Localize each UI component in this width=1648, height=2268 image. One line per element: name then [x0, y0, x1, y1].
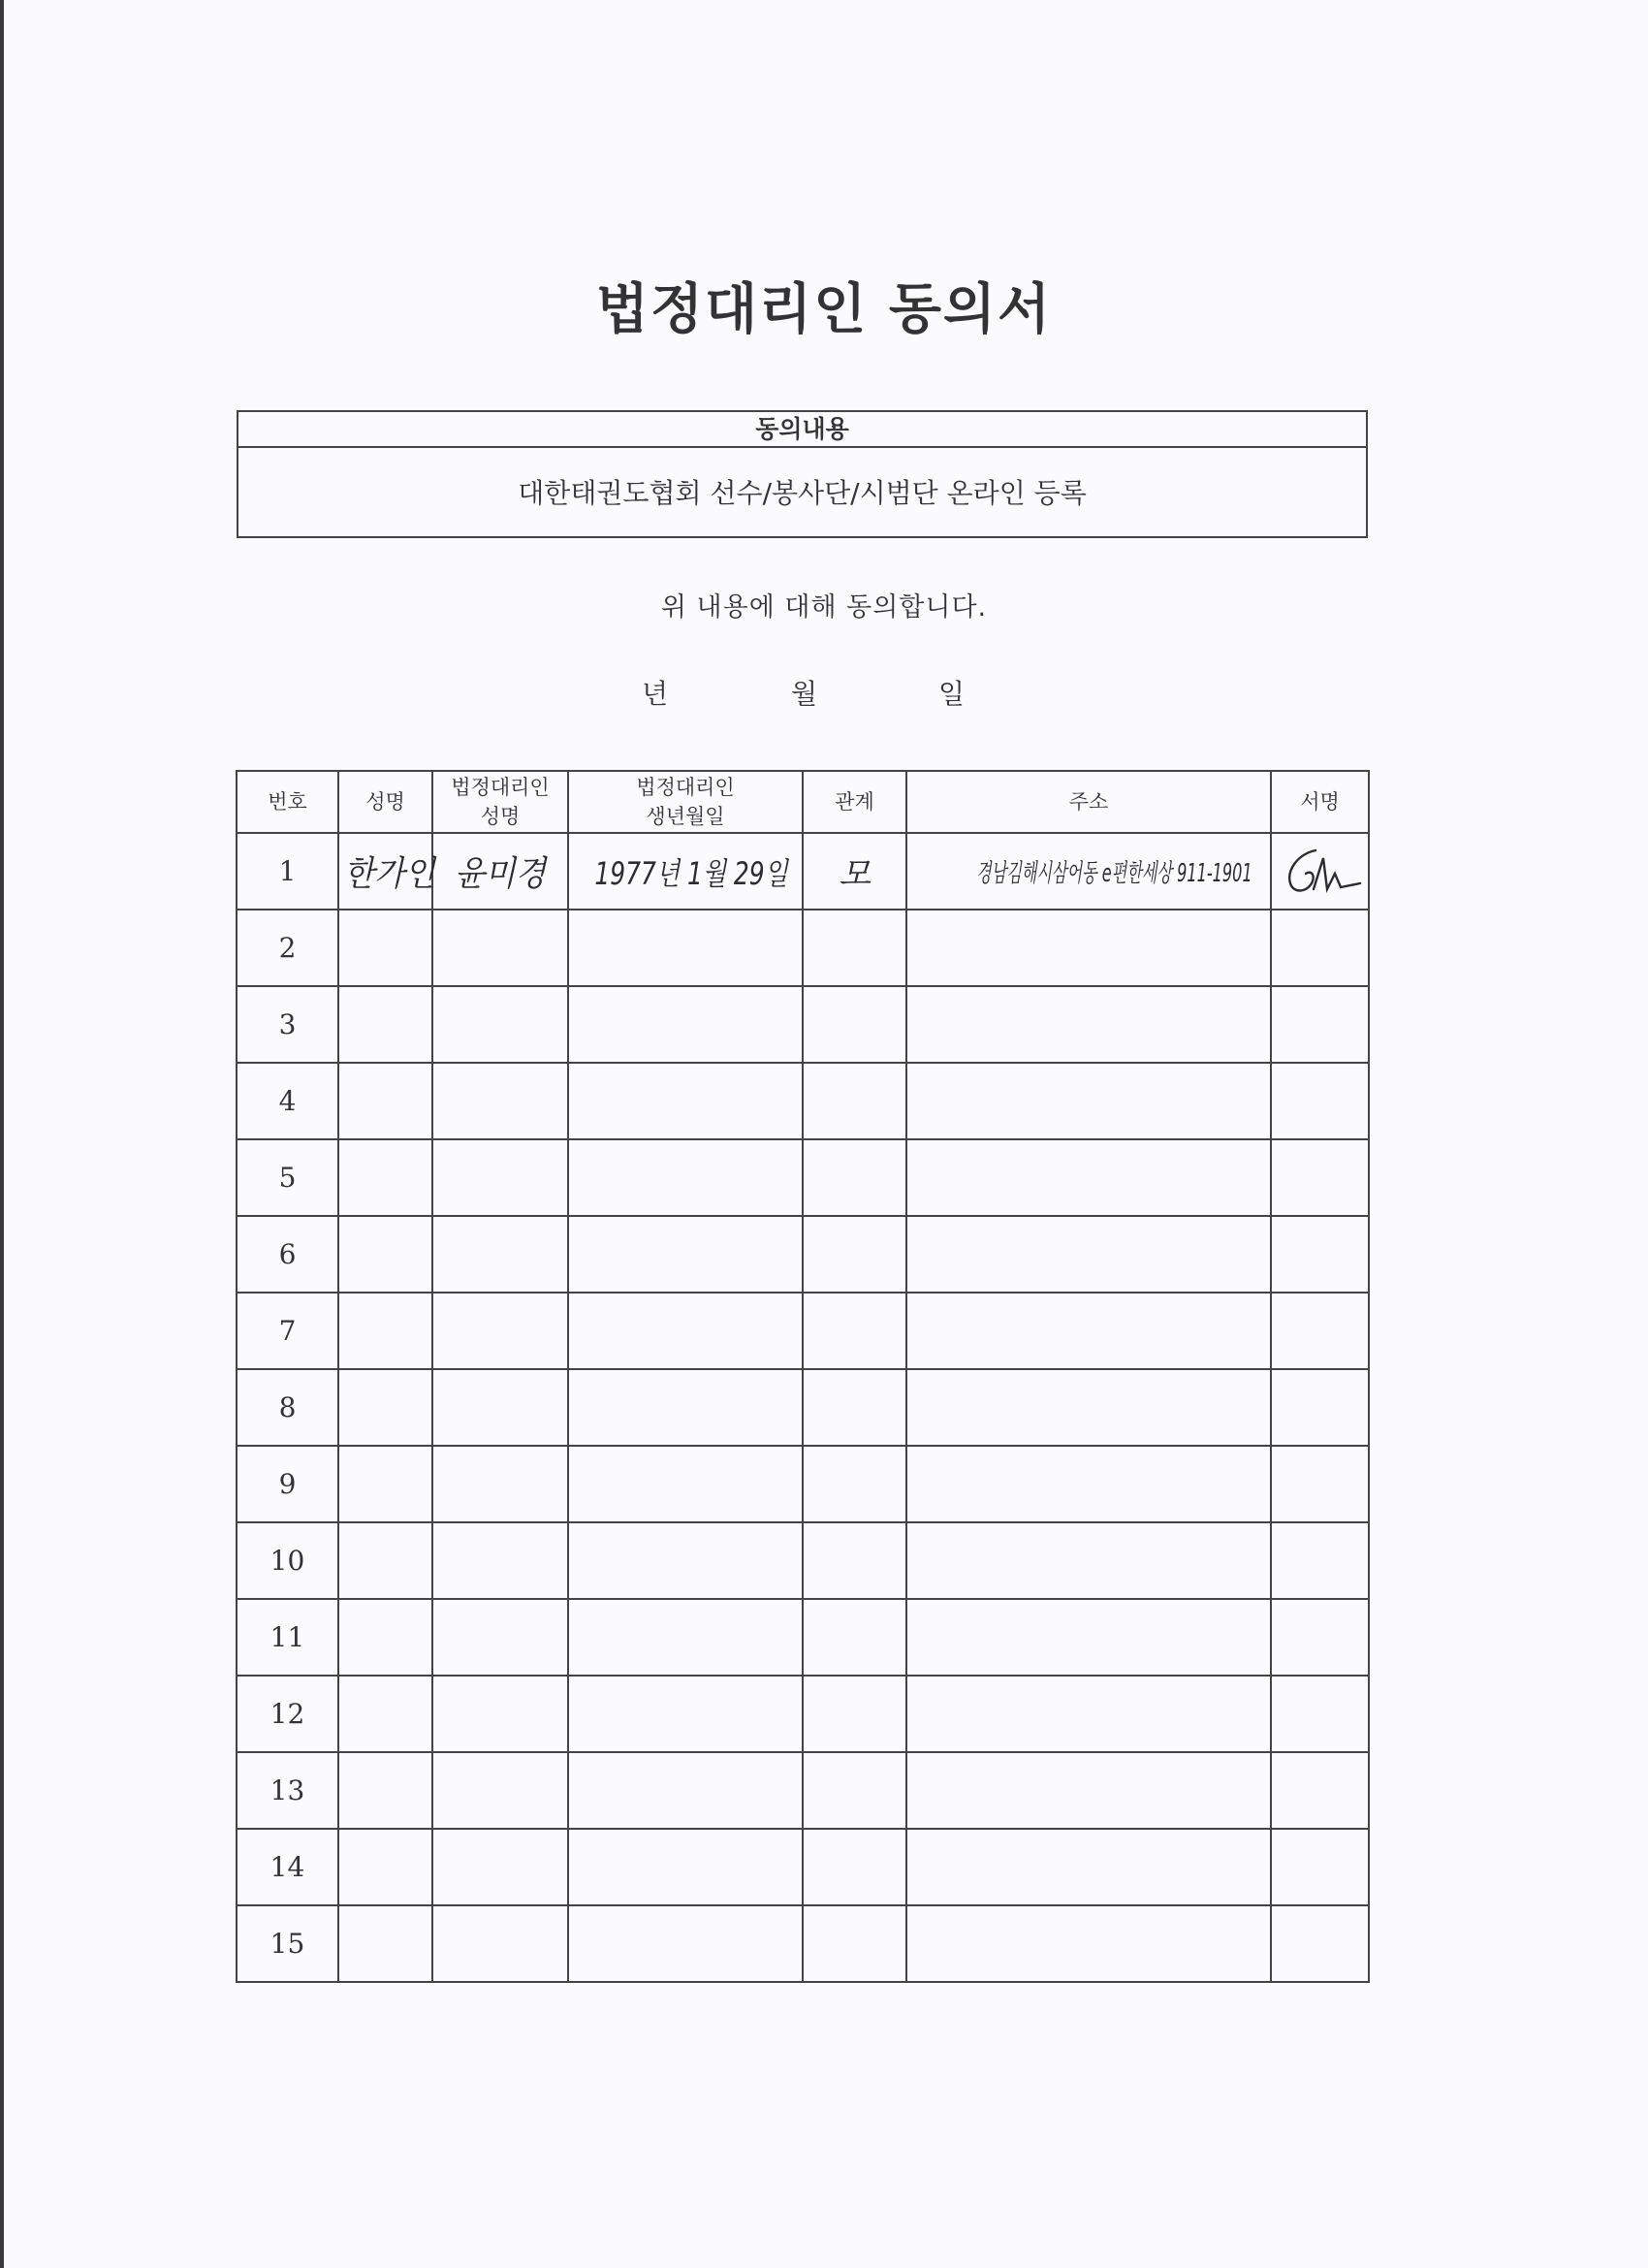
- header-address: 주소: [906, 771, 1271, 833]
- header-guardian-birth: [568, 771, 803, 833]
- cell-address[interactable]: [906, 986, 1271, 1063]
- cell-no: 15: [237, 1905, 338, 1982]
- cell-no: 14: [237, 1829, 338, 1905]
- cell-birth[interactable]: [568, 1369, 803, 1446]
- cell-birth[interactable]: [568, 1599, 803, 1676]
- cell-signature[interactable]: [1271, 833, 1369, 910]
- cell-guardian-name[interactable]: [432, 1369, 568, 1446]
- cell-name[interactable]: [338, 1446, 432, 1522]
- table-row: [237, 1905, 1369, 1982]
- header-guardian-name-line2: 성명: [480, 805, 521, 828]
- handwritten-relation: 모: [839, 855, 871, 894]
- cell-birth[interactable]: [568, 1829, 803, 1905]
- cell-name[interactable]: [338, 1293, 432, 1369]
- cell-name[interactable]: [338, 1063, 432, 1139]
- cell-name[interactable]: [338, 833, 435, 910]
- cell-guardian-name[interactable]: [432, 1905, 568, 1982]
- cell-relation[interactable]: [803, 1369, 906, 1446]
- cell-guardian-name[interactable]: [432, 1522, 568, 1599]
- handwritten-name: 한가인: [343, 854, 435, 894]
- cell-address[interactable]: [906, 833, 1271, 910]
- cell-name[interactable]: [338, 1599, 432, 1676]
- cell-relation[interactable]: [803, 1752, 906, 1829]
- cell-relation[interactable]: [803, 910, 906, 986]
- cell-address[interactable]: [906, 1293, 1271, 1369]
- table-row: [237, 1676, 1369, 1752]
- cell-no: 1: [237, 833, 338, 910]
- cell-no: 2: [237, 910, 338, 986]
- cell-guardian-name[interactable]: [432, 1063, 568, 1139]
- cell-relation[interactable]: [803, 1063, 906, 1139]
- header-no: 번호: [237, 771, 338, 833]
- cell-no: 13: [237, 1752, 338, 1829]
- cell-relation[interactable]: [803, 1599, 906, 1676]
- cell-no: 5: [237, 1139, 338, 1216]
- cell-birth[interactable]: [568, 910, 803, 986]
- cell-birth[interactable]: [568, 1063, 803, 1139]
- cell-guardian-name[interactable]: [432, 1676, 568, 1752]
- table-row: [237, 1752, 1369, 1829]
- cell-birth[interactable]: [568, 833, 803, 910]
- handwritten-address: 경남김해시삼어동 e편한세상 911-1901: [976, 859, 1252, 888]
- cell-name[interactable]: [338, 910, 432, 986]
- cell-relation[interactable]: [803, 1829, 906, 1905]
- consent-header: 동의내용: [238, 412, 1366, 448]
- cell-relation[interactable]: [803, 1139, 906, 1216]
- cell-name[interactable]: [338, 1216, 432, 1293]
- cell-no: 4: [237, 1063, 338, 1139]
- cell-name[interactable]: [338, 1139, 432, 1216]
- cell-address[interactable]: [906, 1216, 1271, 1293]
- date-row: [0, 673, 1648, 712]
- cell-address[interactable]: [906, 1829, 1271, 1905]
- cell-address[interactable]: [906, 1063, 1271, 1139]
- cell-birth[interactable]: [568, 1293, 803, 1369]
- cell-birth[interactable]: [568, 986, 803, 1063]
- cell-relation[interactable]: [803, 1293, 906, 1369]
- consent-body: 대한태권도협회 선수/봉사단/시범단 온라인 등록: [518, 477, 1087, 509]
- cell-no: 7: [237, 1293, 338, 1369]
- cell-signature[interactable]: [1271, 1216, 1369, 1293]
- cell-relation[interactable]: [803, 1676, 906, 1752]
- cell-address[interactable]: [906, 1369, 1271, 1446]
- cell-name[interactable]: [338, 1752, 432, 1829]
- cell-no: 12: [237, 1676, 338, 1752]
- cell-address[interactable]: [906, 1905, 1271, 1982]
- agree-statement: 위 내용에 대해 동의합니다.: [660, 592, 988, 623]
- table-row: [237, 1293, 1369, 1369]
- header-guardian-name-line1: 법정대리인: [451, 776, 550, 799]
- table-body: [237, 833, 1369, 1982]
- cell-birth[interactable]: [568, 1752, 803, 1829]
- cell-relation[interactable]: [803, 1216, 906, 1293]
- table-row: [237, 1446, 1369, 1522]
- cell-signature[interactable]: [1271, 1599, 1369, 1676]
- cell-signature[interactable]: [1271, 1139, 1369, 1216]
- cell-relation[interactable]: [803, 986, 906, 1063]
- cell-no: 10: [237, 1522, 338, 1599]
- cell-signature[interactable]: [1271, 1829, 1369, 1905]
- cell-guardian-name[interactable]: [432, 1293, 568, 1369]
- cell-guardian-name[interactable]: [432, 1139, 568, 1216]
- cell-birth[interactable]: [568, 1676, 803, 1752]
- cell-birth[interactable]: [568, 1446, 803, 1522]
- cell-address[interactable]: [906, 910, 1271, 986]
- cell-no: 6: [237, 1216, 338, 1293]
- cell-name[interactable]: [338, 1522, 432, 1599]
- table-row: [237, 910, 1369, 986]
- document-title: 법정대리인 동의서: [595, 278, 1053, 341]
- cell-no: 8: [237, 1369, 338, 1446]
- cell-guardian-name[interactable]: [432, 833, 568, 910]
- cell-no: 3: [237, 986, 338, 1063]
- cell-signature[interactable]: [1271, 1063, 1369, 1139]
- cell-signature[interactable]: [1271, 910, 1369, 986]
- table-header-row: [237, 771, 1369, 833]
- cell-guardian-name[interactable]: [432, 1446, 568, 1522]
- cell-name[interactable]: [338, 1369, 432, 1446]
- cell-birth[interactable]: [568, 1905, 803, 1982]
- cell-signature[interactable]: [1271, 1293, 1369, 1369]
- date-year-label: 년: [642, 678, 669, 710]
- cell-no: 9: [237, 1446, 338, 1522]
- cell-signature[interactable]: [1271, 1752, 1369, 1829]
- cell-guardian-name[interactable]: [432, 1216, 568, 1293]
- consent-box: [237, 410, 1368, 538]
- table-row: [237, 1139, 1369, 1216]
- header-signature: 서명: [1271, 771, 1369, 833]
- cell-address[interactable]: [906, 1139, 1271, 1216]
- cell-name[interactable]: [338, 1676, 432, 1752]
- cell-signature[interactable]: [1271, 986, 1369, 1063]
- cell-name[interactable]: [338, 1829, 432, 1905]
- table-row: [237, 1063, 1369, 1139]
- cell-name[interactable]: [338, 986, 432, 1063]
- table-row: [237, 1599, 1369, 1676]
- table-row: [237, 1829, 1369, 1905]
- cell-relation[interactable]: [803, 1522, 906, 1599]
- cell-address[interactable]: [906, 1752, 1271, 1829]
- table-row: [237, 1522, 1369, 1599]
- cell-birth[interactable]: [568, 1522, 803, 1599]
- cell-signature[interactable]: [1271, 1522, 1369, 1599]
- date-month-label: 월: [791, 678, 818, 710]
- cell-address[interactable]: [906, 1599, 1271, 1676]
- header-guardian-birth-line1: 법정대리인: [636, 776, 735, 799]
- table-row: [237, 986, 1369, 1063]
- header-guardian-birth-line2: 생년월일: [646, 805, 725, 828]
- cell-guardian-name[interactable]: [432, 986, 568, 1063]
- cell-no: 11: [237, 1599, 338, 1676]
- cell-address[interactable]: [906, 1446, 1271, 1522]
- table-row: [237, 833, 1369, 910]
- guardian-table: [236, 770, 1370, 1983]
- table-row: [237, 1216, 1369, 1293]
- date-day-label: 일: [938, 678, 966, 710]
- cell-birth[interactable]: [568, 1139, 803, 1216]
- cell-signature[interactable]: [1271, 1369, 1369, 1446]
- cell-name[interactable]: [338, 1905, 432, 1982]
- cell-address[interactable]: [906, 1676, 1271, 1752]
- handwritten-signature: [1277, 845, 1364, 899]
- cell-guardian-name[interactable]: [432, 1599, 568, 1676]
- handwritten-birth: 1977년 1월 29일: [594, 854, 788, 892]
- cell-relation[interactable]: [803, 1446, 906, 1522]
- cell-guardian-name[interactable]: [432, 910, 568, 986]
- header-guardian-name: [432, 771, 568, 833]
- cell-birth[interactable]: [568, 1216, 803, 1293]
- cell-signature[interactable]: [1271, 1446, 1369, 1522]
- header-relation: 관계: [803, 771, 906, 833]
- cell-signature[interactable]: [1271, 1905, 1369, 1982]
- header-name: 성명: [338, 771, 432, 833]
- table-row: [237, 1369, 1369, 1446]
- cell-guardian-name[interactable]: [432, 1829, 568, 1905]
- cell-address[interactable]: [906, 1522, 1271, 1599]
- cell-signature[interactable]: [1271, 1676, 1369, 1752]
- cell-guardian-name[interactable]: [432, 1752, 568, 1829]
- handwritten-guardian-name: 윤미경: [455, 854, 546, 894]
- cell-relation[interactable]: [803, 833, 906, 910]
- cell-relation[interactable]: [803, 1905, 906, 1982]
